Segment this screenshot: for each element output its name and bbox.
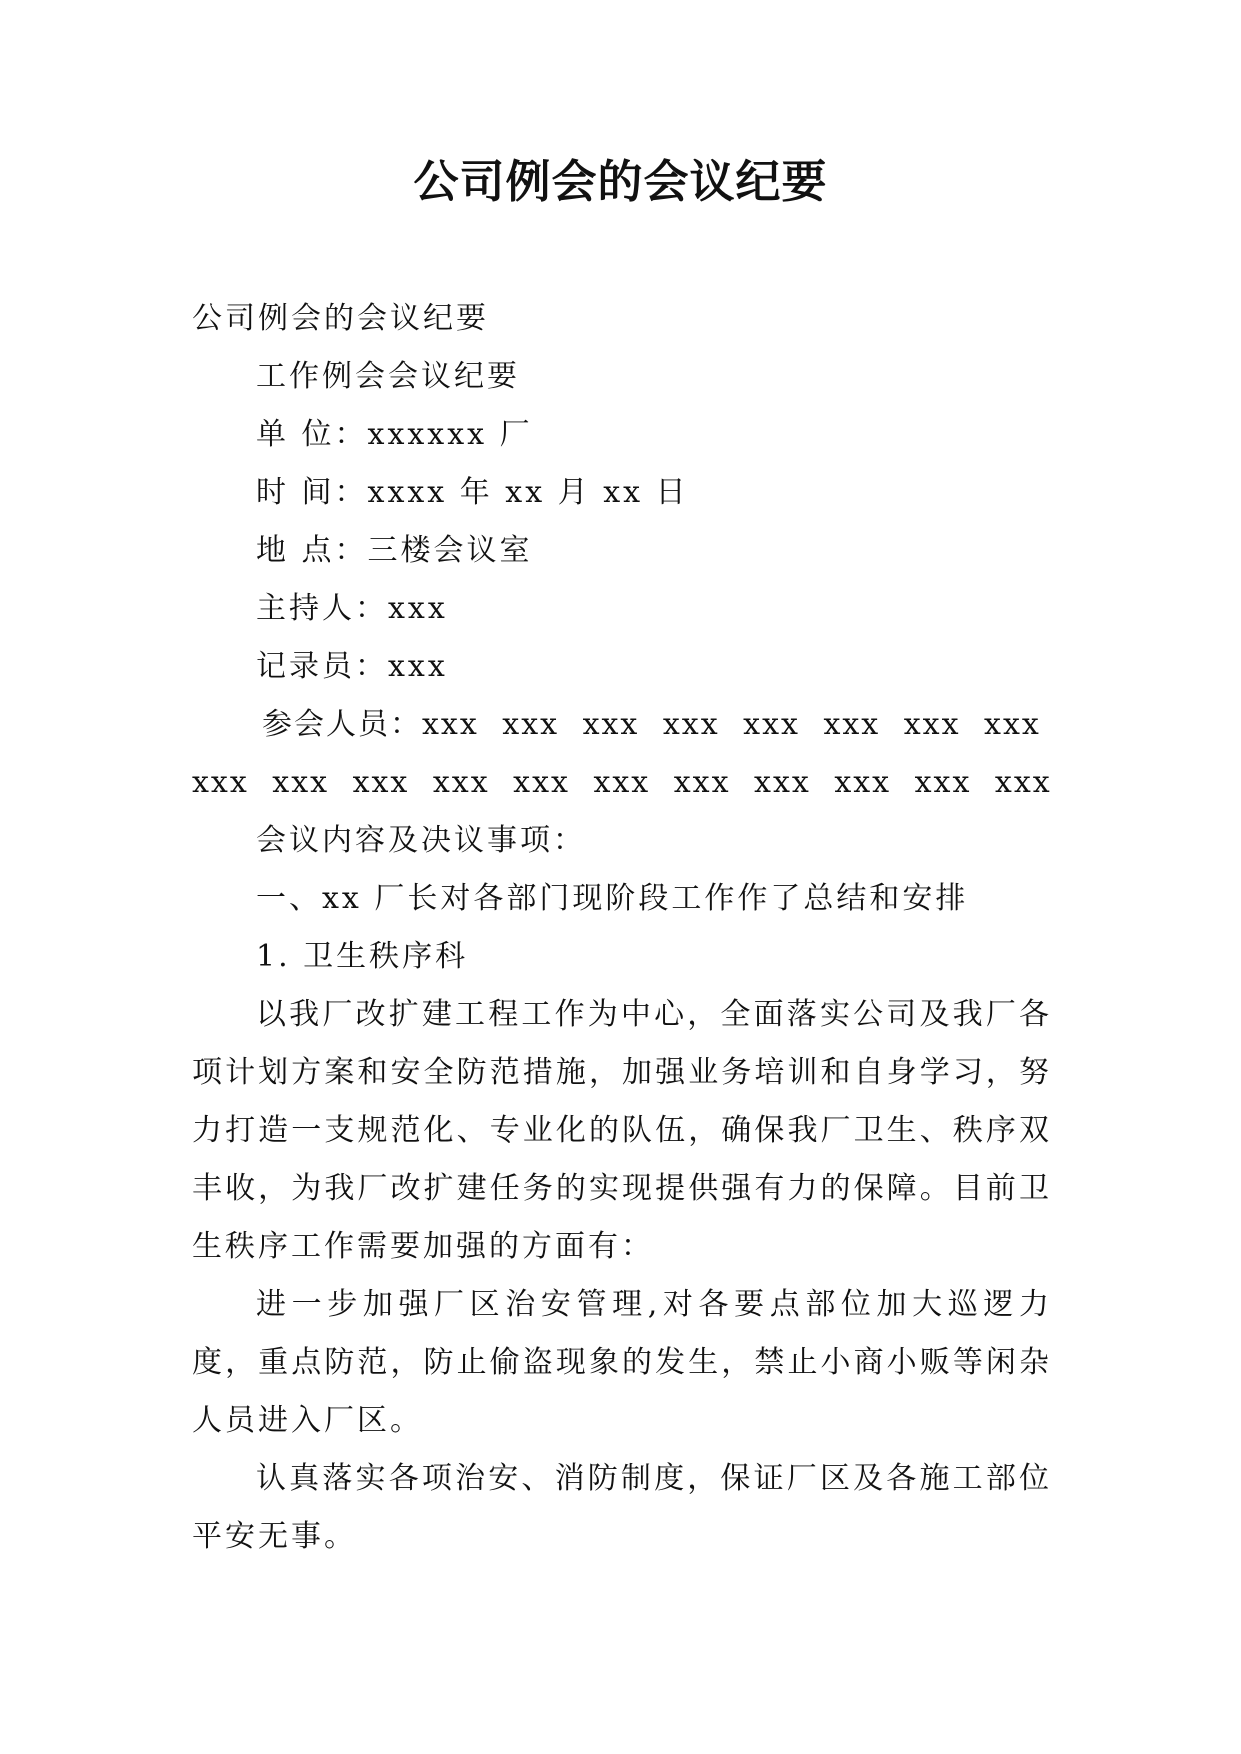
place-line: 地 点：三楼会议室	[256, 533, 533, 568]
host-line: 主持人：xxx	[256, 591, 448, 626]
recorder-line: 记录员：xxx	[256, 649, 448, 684]
time-line: 时 间：xxxx 年 xx 月 xx 日	[256, 475, 689, 510]
item-heading-1: 1. 卫生秩序科	[256, 939, 469, 974]
agenda-heading: 会议内容及决议事项：	[256, 823, 586, 858]
attendees-line: 参会人员：xxx xxx xxx xxx xxx xxx xxx xxx xxx xxx xxx xxx xxx xxx xxx xxx xxx xxx xxx	[192, 707, 1052, 800]
document-title: 公司例会的会议纪要	[413, 155, 828, 208]
paragraph-2: 进一步加强厂区治安管理,对各要点部位加大巡逻力度，重点防范，防止偷盗现象的发生，禁止小商小贩等闲杂人员进入厂区。	[192, 1287, 1052, 1438]
document-subtitle: 公司例会的会议纪要	[192, 301, 489, 336]
minutes-heading: 工作例会会议纪要	[256, 359, 520, 394]
paragraph-3: 认真落实各项治安、消防制度，保证厂区及各施工部位平安无事。	[192, 1461, 1052, 1554]
section-heading-1: 一、xx 厂长对各部门现阶段工作作了总结和安排	[256, 881, 969, 916]
document-body	[192, 290, 1052, 1566]
paragraph-1: 以我厂改扩建工程工作为中心，全面落实公司及我厂各项计划方案和安全防范措施，加强业务培训和自身学习，努力打造一支规范化、专业化的队伍，确保我厂卫生、秩序双丰收，为我厂改扩建任务的实现提供强有力的保障。目前卫生秩序工作需要加强的方面有：	[192, 997, 1052, 1264]
unit-line: 单 位：xxxxxx 厂	[256, 417, 533, 452]
